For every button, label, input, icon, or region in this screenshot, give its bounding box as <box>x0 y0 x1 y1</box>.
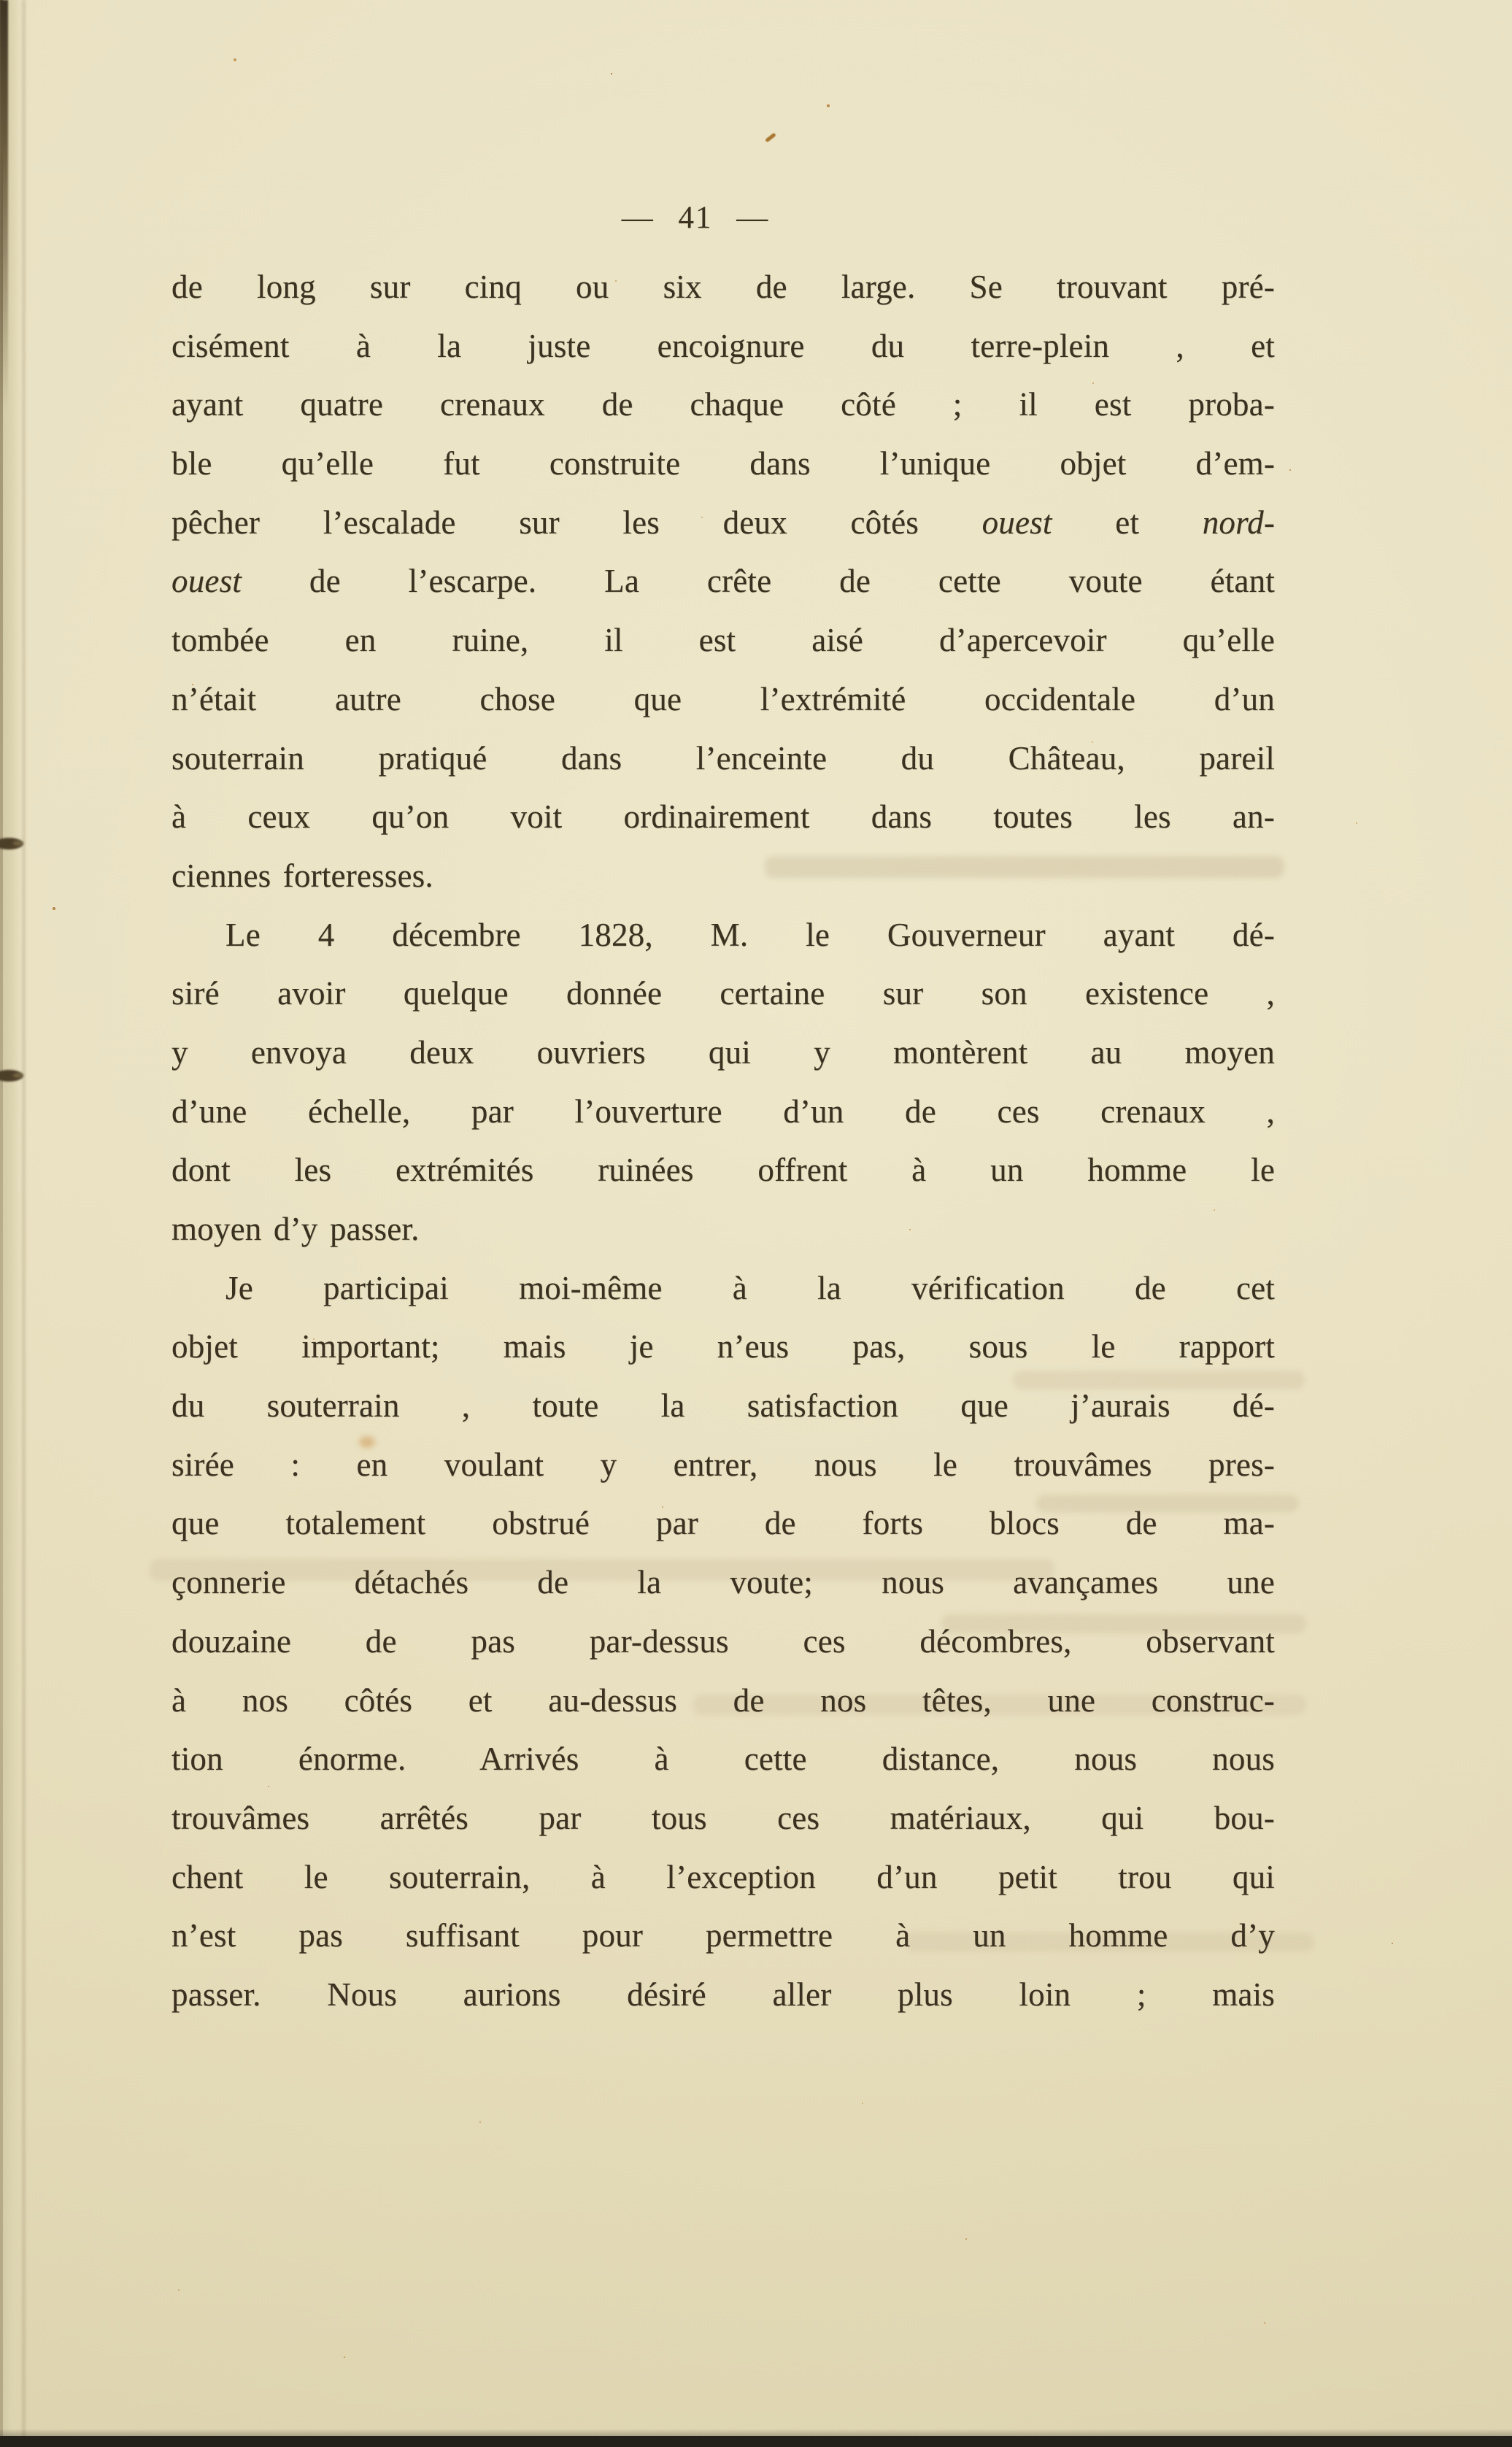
page-gutter-crease <box>22 0 26 2447</box>
text-line <box>171 1965 1275 2024</box>
text-segment: et <box>1052 504 1203 541</box>
text-line <box>171 317 1275 376</box>
text-line <box>171 258 1275 317</box>
italic-text-segment: nord- <box>1202 504 1276 541</box>
text-segment: tion énorme. Arrivés à cette distance, nous nous <box>171 1741 1275 1778</box>
text-line <box>171 1612 1275 1671</box>
text-segment: dont les extrémités ruinées offrent à un homme le <box>171 1152 1275 1189</box>
text-line <box>171 847 1275 906</box>
text-line <box>171 1906 1275 1965</box>
text-line <box>171 1789 1275 1848</box>
text-segment: çonnerie détachés de la voute; nous avançames une <box>171 1564 1275 1601</box>
text-segment: trouvâmes arrêtés par tous ces matériaux, qui bou- <box>171 1799 1275 1836</box>
scan-left-edge-dark-top <box>0 0 8 409</box>
text-line <box>171 1141 1275 1200</box>
text-segment: douzaine de pas par-dessus ces décombres, observant <box>171 1622 1275 1660</box>
text-line <box>171 375 1275 434</box>
italic-text-segment: ouest <box>981 504 1052 541</box>
text-segment: pêcher l’escalade sur les deux côtés <box>171 504 982 541</box>
text-segment: sirée : en voulant y entrer, nous le trouvâmes pres- <box>171 1446 1275 1483</box>
text-line <box>171 1730 1275 1789</box>
text-line <box>171 964 1275 1023</box>
text-line <box>171 434 1275 493</box>
text-line <box>171 1023 1275 1082</box>
page-number: — 41 — <box>621 201 770 235</box>
text-segment: ciennes forteresses. <box>171 857 433 894</box>
text-line <box>171 1671 1275 1730</box>
text-segment: passer. Nous aurions désiré aller plus loin ; mais <box>171 1976 1275 2013</box>
text-line <box>171 787 1275 847</box>
text-segment: tombée en ruine, il est aisé d’apercevoir qu’elle <box>171 622 1275 659</box>
text-line <box>171 1553 1275 1612</box>
text-line <box>171 670 1275 729</box>
text-segment: d’une échelle, par l’ouverture d’un de ces crenaux , <box>171 1093 1275 1130</box>
text-segment: chent le souterrain, à l’exception d’un petit trou qui <box>171 1858 1275 1895</box>
text-segment: ble qu’elle fut construite dans l’unique objet d’em- <box>171 445 1275 482</box>
body-text-block <box>171 258 1275 2024</box>
text-segment: à nos côtés et au-dessus de nos têtes, une construc- <box>171 1681 1275 1719</box>
text-line <box>171 493 1275 552</box>
text-line <box>171 1259 1275 1318</box>
text-segment: n’était autre chose que l’extrémité occidentale d’un <box>171 680 1275 717</box>
text-line <box>171 552 1275 611</box>
text-line <box>171 729 1275 788</box>
text-line <box>171 906 1275 965</box>
italic-text-segment: ouest <box>171 563 242 600</box>
text-segment: objet important; mais je n’eus pas, sous le rapport <box>171 1328 1275 1365</box>
text-segment: de long sur cinq ou six de large. Se trouvant pré- <box>171 269 1275 305</box>
text-segment: que totalement obstrué par de forts blocs de ma- <box>171 1505 1275 1542</box>
text-line <box>171 1082 1275 1141</box>
text-segment: du souterrain , toute la satisfaction que j’aurais dé- <box>171 1387 1275 1425</box>
scan-bottom-edge-fade <box>0 2429 1512 2436</box>
text-segment: cisément à la juste encoignure du terre-plein , et <box>171 327 1275 364</box>
text-segment: à ceux qu’on voit ordinairement dans toutes les an- <box>171 798 1275 836</box>
text-segment: Le 4 décembre 1828, M. le Gouverneur ayant dé- <box>225 916 1275 953</box>
text-segment: y envoya deux ouvriers qui y montèrent au moyen <box>171 1033 1275 1071</box>
text-line <box>171 1200 1275 1259</box>
ink-fleck <box>765 133 776 143</box>
text-segment: ayant quatre crenaux de chaque côté ; il est proba- <box>171 386 1275 423</box>
scan-bottom-edge <box>0 2436 1512 2447</box>
text-segment: moyen d’y passer. <box>171 1211 420 1247</box>
text-segment: de l’escarpe. La crête de cette voute étant <box>242 563 1275 600</box>
text-line <box>171 1317 1275 1376</box>
text-line <box>171 1376 1275 1436</box>
text-line <box>171 611 1275 670</box>
text-line <box>171 1436 1275 1495</box>
paper-foxing-specks <box>0 0 3 3</box>
text-segment: souterrain pratiqué dans l’enceinte du Château, pareil <box>171 739 1275 777</box>
text-segment: Je participai moi-même à la vérification de cet <box>225 1269 1275 1306</box>
text-line <box>171 1848 1275 1907</box>
text-segment: n’est pas suffisant pour permettre à un homme d’y <box>171 1917 1275 1954</box>
text-segment: siré avoir quelque donnée certaine sur son existence , <box>171 975 1275 1012</box>
text-line <box>171 1494 1275 1553</box>
